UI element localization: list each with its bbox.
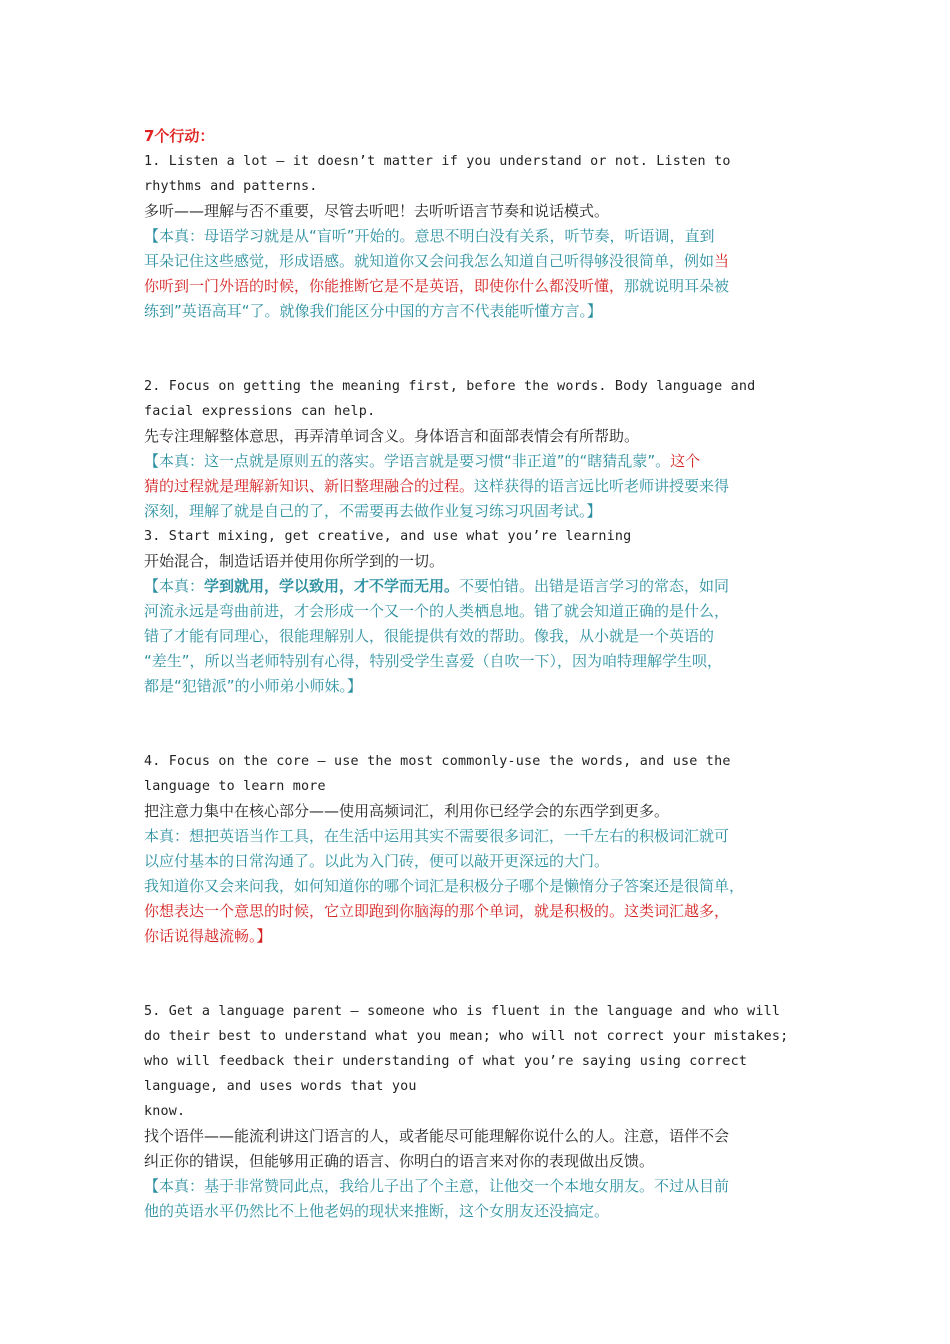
action-2-chinese: 先专注理解整体意思，再弄清单词含义。身体语言和面部表情会有所帮助。 bbox=[144, 427, 640, 445]
action-2-english-line-1: 2. Focus on getting the meaning first, before the words. Body language and bbox=[144, 379, 756, 394]
action-4-note-line-2: 以应付基本的日常沟通了。以此为入门砖，便可以敲开更深远的大门。 bbox=[144, 852, 610, 870]
action-5-english bbox=[144, 999, 812, 1124]
document-page bbox=[144, 124, 812, 1224]
action-2-english-line-2: facial expressions can help. bbox=[144, 404, 376, 419]
action-4-note-line-3: 我知道你又会来问我，如何知道你的哪个词汇是积极分子哪个是懒惰分子答案还是很简单， bbox=[144, 877, 745, 895]
action-4-english-line-1: 4. Focus on the core – use the most commonly-use the words, and use the bbox=[144, 754, 731, 769]
action-4-chinese: 把注意力集中在核心部分——使用高频词汇，利用你已经学会的东西学到更多。 bbox=[144, 802, 670, 820]
action-5-note-line-1: 【本真：基于非常赞同此点，我给儿子出了个主意，让他交一个本地女朋友。不过从目前 bbox=[144, 1177, 730, 1195]
action-5-note-line-2: 他的英语水平仍然比不上他老妈的现状来推断，这个女朋友还没搞定。 bbox=[144, 1202, 610, 1220]
section-title: 7个行动： bbox=[144, 127, 215, 145]
action-2-note-line-2-text: 这样获得的语言远比听老师讲授要来得 bbox=[474, 477, 730, 495]
action-1-note-line-3-red: 你听到一门外语的时候，你能推断它是不是英语，即使你什么都没听懂， bbox=[144, 277, 625, 295]
action-5-english-line-2: do their best to understand what you mean; who will not correct your mistakes; bbox=[144, 1029, 789, 1044]
action-4-note-line-1: 本真：想把英语当作工具，在生活中运用其实不需要很多词汇，一千左右的积极词汇就可 bbox=[144, 827, 730, 845]
action-3-note-line-5: 都是“犯错派”的小师弟小师妹。】 bbox=[144, 677, 363, 695]
action-1-note-line-3-text: 那就说明耳朵被 bbox=[624, 277, 730, 295]
action-2-note-line-1 bbox=[144, 449, 812, 474]
action-2-note-line-2 bbox=[144, 474, 812, 499]
action-5-english-line-5: know. bbox=[144, 1104, 186, 1119]
action-1-note-line-2-text: 耳朵记住这些感觉，形成语感。就知道你又会问我怎么知道自己听得够没很简单，例如 bbox=[144, 252, 715, 270]
action-1-note bbox=[144, 224, 812, 324]
action-2-note-line-1-red: 这个 bbox=[670, 452, 701, 470]
action-1-chinese: 多听——理解与否不重要，尽管去听吧！去听听语言节奏和说话模式。 bbox=[144, 202, 610, 220]
action-4-note-line-5: 你话说得越流畅。】 bbox=[144, 927, 272, 945]
action-3-note-line-3: 错了才能有同理心，很能理解别人，很能提供有效的帮助。像我，从小就是一个英语的 bbox=[144, 627, 715, 645]
action-2-note bbox=[144, 449, 812, 524]
action-1-note-line-1: 【本真：母语学习就是从“盲听”开始的。意思不明白没有关系，听节奏，听语调，直到 bbox=[144, 227, 715, 245]
action-5-note bbox=[144, 1174, 812, 1224]
action-5-chinese-line-2: 纠正你的错误，但能够用正确的语言、你明白的语言来对你的表现做出反馈。 bbox=[144, 1152, 655, 1170]
action-1-english-line-2: rhythms and patterns. bbox=[144, 179, 318, 194]
spacer bbox=[144, 699, 812, 749]
action-1-note-line-2-red: 当 bbox=[714, 252, 730, 270]
action-4-english bbox=[144, 749, 812, 799]
action-2-note-line-1-text: 【本真：这一点就是原则五的落实。学语言就是要习惯“非正道”的“瞎猜乱蒙”。 bbox=[144, 452, 671, 470]
action-3-note-line-4: “差生”，所以当老师特别有心得，特别受学生喜爱（自吹一下），因为咱特理解学生呗， bbox=[144, 652, 723, 670]
action-5-english-line-4: language, and uses words that you bbox=[144, 1079, 417, 1094]
action-3-note-line-2: 河流永远是弯曲前进，才会形成一个又一个的人类栖息地。错了就会知道正确的是什么， bbox=[144, 602, 730, 620]
action-1-note-line-4: 练到”英语高耳“了。就像我们能区分中国的方言不代表能听懂方言。】 bbox=[144, 302, 603, 320]
action-3-note-prefix: 【本真： bbox=[144, 577, 205, 595]
action-4-note-line-4: 你想表达一个意思的时候，它立即跑到你脑海的那个单词，就是积极的。这类词汇越多， bbox=[144, 902, 730, 920]
action-3-note-line-1 bbox=[144, 574, 812, 599]
action-5-english-line-1: 5. Get a language parent – someone who is fluent in the language and who will bbox=[144, 1004, 781, 1019]
action-1-note-line-3 bbox=[144, 274, 812, 299]
action-5-english-line-3: who will feedback their understanding of what you’re saying using correct bbox=[144, 1054, 748, 1069]
action-3-note-line-1-text: 不要怕错。出错是语言学习的常态，如同 bbox=[459, 577, 730, 595]
action-1-english-line-1: 1. Listen a lot – it doesn’t matter if you understand or not. Listen to bbox=[144, 154, 731, 169]
action-4-note bbox=[144, 824, 812, 949]
action-1-english bbox=[144, 149, 812, 199]
action-3-chinese: 开始混合，制造话语并使用你所学到的一切。 bbox=[144, 552, 445, 570]
action-2-note-line-3: 深刻，理解了就是自己的了，不需要再去做作业复习练习巩固考试。】 bbox=[144, 502, 602, 520]
spacer bbox=[144, 324, 812, 374]
action-2-english bbox=[144, 374, 812, 424]
action-5-chinese-line-1: 找个语伴——能流利讲这门语言的人，或者能尽可能理解你说什么的人。注意，语伴不会 bbox=[144, 1127, 730, 1145]
action-3-note-bold: 学到就用，学以致用，才不学而无用。 bbox=[204, 577, 460, 595]
spacer bbox=[144, 949, 812, 999]
action-2-note-line-2-red: 猜的过程就是理解新知识、新旧整理融合的过程。 bbox=[144, 477, 475, 495]
action-3-note bbox=[144, 574, 812, 699]
action-1-note-line-2 bbox=[144, 249, 812, 274]
action-3-english: 3. Start mixing, get creative, and use what you’re learning bbox=[144, 529, 632, 544]
action-4-english-line-2: language to learn more bbox=[144, 779, 326, 794]
